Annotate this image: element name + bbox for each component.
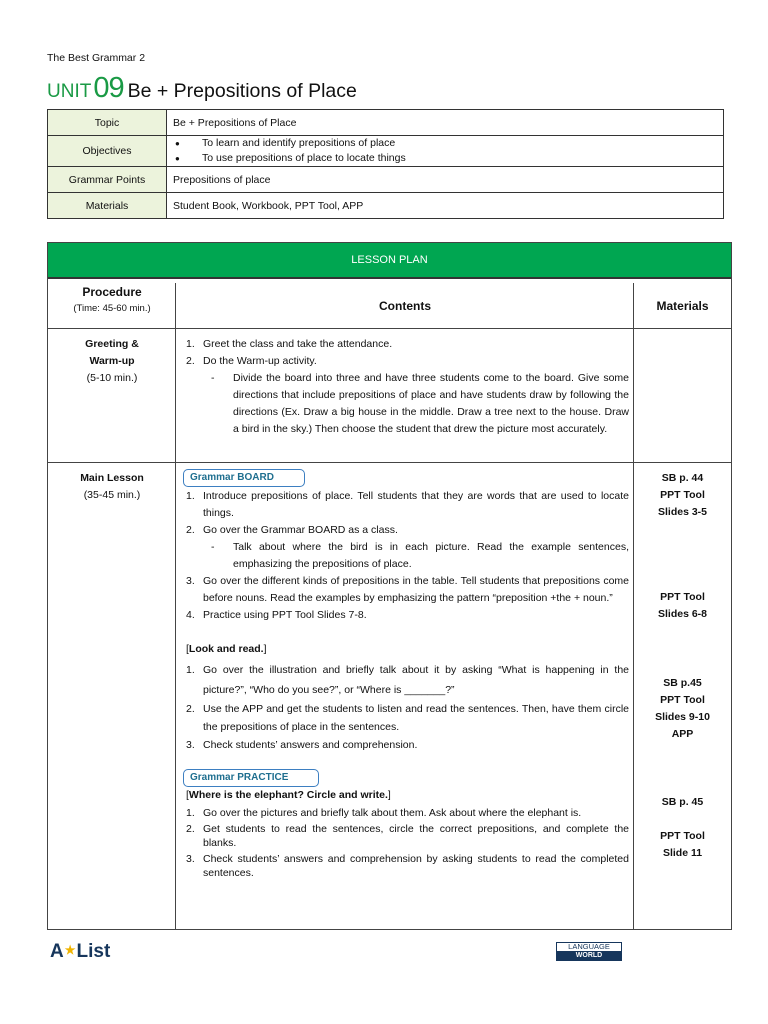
list-item: 2. Get students to read the sentences, circle the correct prepositions, and complete the blanks. (186, 822, 629, 849)
grammar-practice-badge: Grammar PRACTICE (183, 769, 319, 787)
warmup-contents (183, 336, 629, 438)
procedure-header (48, 285, 176, 328)
materials-group: PPT Tool Slide 11 (660, 830, 705, 859)
list-item: 1. Go over the illustration and briefly talk about it by asking “What is happening in the picture?”, “Who do you see?”, or “Where is _______?” (186, 664, 629, 696)
materials-label: Materials (48, 193, 167, 219)
contents-header: Contents (379, 299, 431, 313)
materials-value: Student Book, Workbook, PPT Tool, APP (167, 193, 724, 219)
unit-title: Be + Prepositions of Place (127, 80, 357, 102)
unit-heading (47, 72, 357, 105)
objectives-label: Objectives (48, 136, 167, 167)
list-item: 1. Go over the pictures and briefly talk about them. Ask about where the elephant is. (186, 807, 582, 819)
list-item: 2. Use the APP and get the students to listen and read the sentences. Then, have them circle the prepositions of place in the sentences. (186, 703, 629, 733)
lesson-plan-title: LESSON PLAN (48, 243, 731, 279)
objectives-list (173, 136, 717, 166)
board-sub-item: - Talk about where the bird is in each picture. Read the example sentences, emphasizing the prepositions of place. (211, 541, 629, 570)
main-lesson-time: (35-45 min.) (83, 489, 141, 501)
grammar-practice-block (183, 769, 629, 787)
grammar-points-value: Prepositions of place (167, 167, 724, 193)
star-icon: ★ (64, 943, 76, 957)
warmup-time: (5-10 min.) (86, 372, 138, 384)
procedure-header-label: Procedure (82, 285, 142, 299)
list-item: 2. Do the Warm-up activity. (186, 355, 317, 367)
list-item: 4. Practice using PPT Tool Slides 7-8. (186, 609, 367, 621)
book-title: The Best Grammar 2 (47, 52, 146, 64)
list-item: 1. Greet the class and take the attendance. (186, 338, 393, 350)
practice-heading: [Where is the elephant? Circle and write.] (186, 789, 391, 801)
list-item: 2. Go over the Grammar BOARD as a class. (186, 524, 398, 536)
topic-value: Be + Prepositions of Place (167, 110, 724, 136)
materials-group: SB p.45 PPT Tool Slides 9-10 APP (655, 677, 710, 740)
a-list-logo: A★List (50, 941, 111, 962)
list-item: 1. Introduce prepositions of place. Tell students that they are words that are used to locate things. (186, 490, 629, 519)
row-divider (48, 462, 731, 463)
language-world-logo: LANGUAGE WORLD (556, 942, 622, 961)
list-item: 3. Check students’ answers and comprehension by asking students to read the completed sentences. (186, 852, 629, 879)
materials-group: SB p. 45 (661, 796, 704, 808)
warmup-sub-item: - Divide the board into three and have three students come to the board. Give some directions that include prepositions of place and have students draw by following the directions (Ex. Draw a big house in the middle. Draw a tree next to the house. Draw a bird in the sky.) Then choose the student that drew the picture most accurately. (211, 372, 629, 435)
objective-item: ● To use prepositions of place to locate things (173, 151, 717, 166)
warmup-procedure (48, 336, 176, 387)
unit-word: UNIT (47, 81, 92, 102)
list-item: 3. Go over the different kinds of prepositions in the table. Tell students that prepositions come before nouns. Read the examples by emphasizing the pattern “preposition +the + noun.” (186, 575, 629, 604)
procedure-time: (Time: 45-60 min.) (73, 303, 151, 314)
main-lesson-contents (183, 469, 629, 882)
objectives-cell (167, 136, 724, 167)
info-table (47, 109, 724, 219)
materials-group: SB p. 44 PPT Tool Slides 3-5 (657, 472, 708, 518)
list-item: 3. Check students’ answers and comprehension. (186, 739, 418, 751)
main-lesson-label: Main Lesson (80, 472, 144, 484)
row-divider (48, 328, 731, 329)
look-and-read-heading: [Look and read.] (186, 643, 267, 655)
warmup-label-2: Warm-up (89, 355, 135, 367)
objective-item: ● To learn and identify prepositions of place (173, 136, 717, 151)
materials-group: PPT Tool Slides 6-8 (657, 591, 708, 620)
warmup-label-1: Greeting & (85, 338, 139, 350)
materials-header: Materials (656, 299, 709, 313)
grammar-board-badge: Grammar BOARD (183, 469, 305, 487)
unit-number: 09 (93, 72, 124, 104)
grammar-points-label: Grammar Points (48, 167, 167, 193)
topic-label: Topic (48, 110, 167, 136)
main-lesson-procedure (48, 470, 176, 504)
lesson-plan-table (47, 242, 732, 930)
